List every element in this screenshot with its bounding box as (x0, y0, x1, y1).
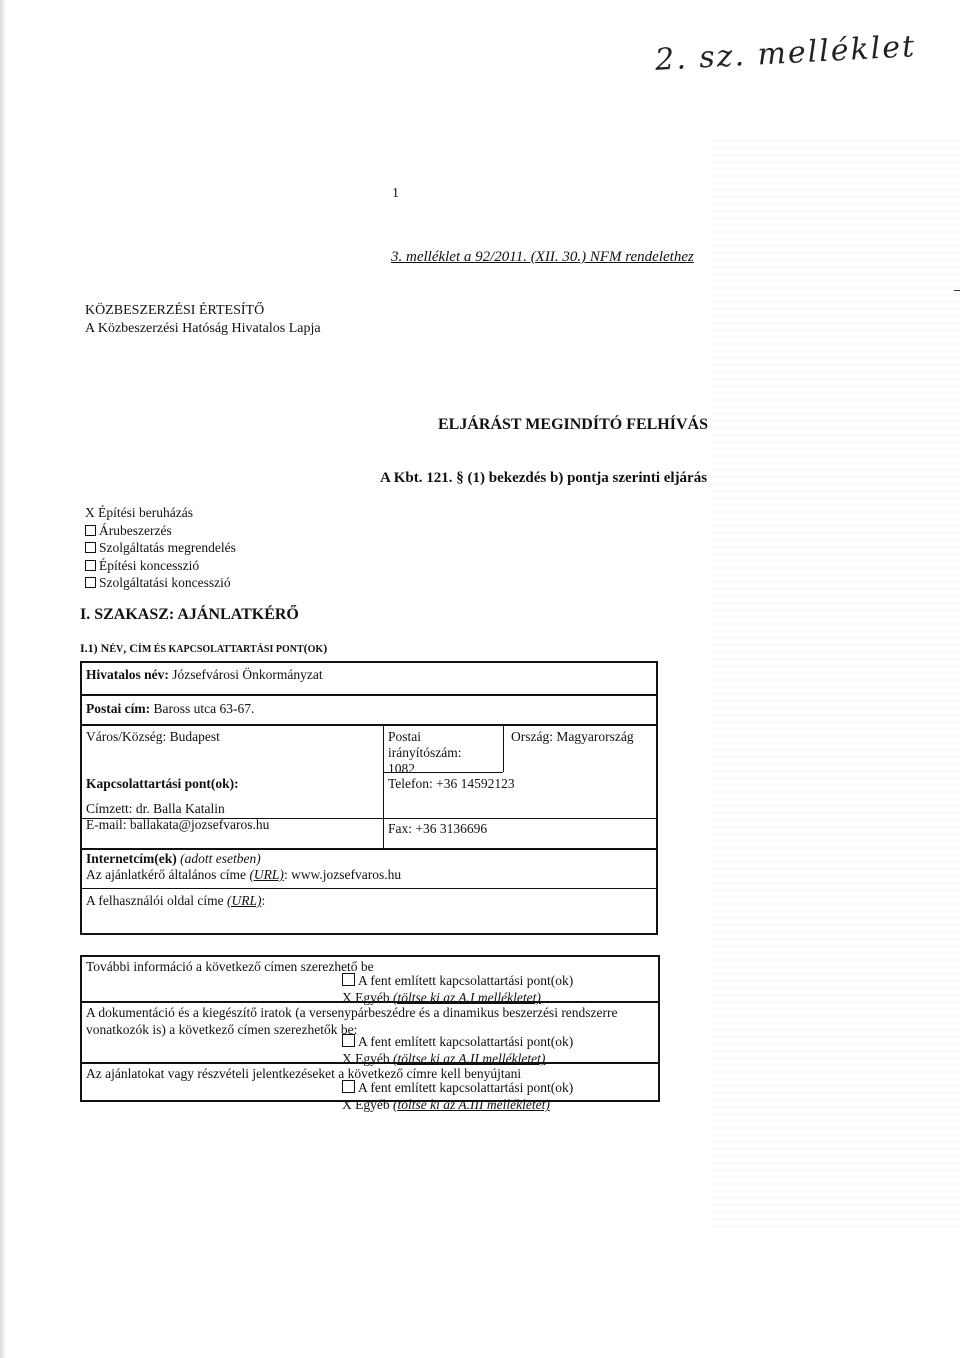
documentation-question: A dokumentáció és a kiegészítő iratok (a versenypárbeszédre és a dinamikus beszerzési rendszerre vonatkozók is) a következő címen szerezhetők be: (86, 1005, 618, 1037)
contact-box-border-right (656, 661, 658, 935)
divider (80, 724, 658, 726)
contract-type-item: Szolgáltatás megrendelés (85, 539, 236, 557)
divider (80, 848, 658, 850)
contact-box-border-bottom (80, 933, 658, 935)
x-mark: X (85, 505, 99, 520)
subsection-title: I.1) NÉV, CÍM ÉS KAPCSOLATTARTÁSI PONT(OK) (80, 641, 328, 655)
submission-option: A fent említett kapcsolattartási pont(ok) X Egyéb (töltse ki az A.III mellékletet) (342, 1080, 574, 1112)
checkbox-icon (342, 1034, 355, 1047)
checkbox-icon (85, 577, 96, 588)
procedure-basis: A Kbt. 121. § (1) bekezdés b) pontja szerinti eljárás (380, 470, 708, 486)
email-field: E-mail: ballakata@jozsefvaros.hu (86, 817, 270, 832)
scan-noise-right (710, 140, 960, 1230)
scan-mark-right (954, 290, 960, 291)
column-divider (383, 724, 384, 848)
decree-reference: 3. melléklet a 92/2011. (XII. 30.) NFM rendelethez (391, 249, 694, 265)
submission-question: Az ajánlatokat vagy részvételi jelentkezéseket a következő címre kell benyújtani (86, 1066, 522, 1081)
column-divider (503, 724, 504, 772)
contract-type-item: Építési koncesszió (85, 557, 236, 575)
fax-field: Fax: +36 3136696 (388, 821, 488, 836)
publication-header (85, 302, 321, 338)
country-field: Ország: Magyarország (511, 729, 634, 744)
postcode-field: Postai irányítószám: 1082 (388, 729, 462, 776)
attention-field: Címzett: dr. Balla Katalin (86, 801, 225, 816)
handwritten-annotation: 2. sz. melléklet (654, 29, 917, 78)
contact-box-border-left (80, 661, 82, 935)
postal-address-field: Postai cím: Baross utca 63-67. (86, 701, 255, 716)
info-box-border-left (80, 955, 82, 1102)
contact-points-label: Kapcsolattartási pont(ok): (86, 776, 239, 791)
buyer-profile-field: A felhasználói oldal címe (URL): (86, 893, 266, 908)
checkbox-icon (85, 525, 96, 536)
further-info-option: A fent említett kapcsolattartási pont(ok) X Egyéb (töltse ki az A.I mellékletet) (342, 973, 574, 1005)
contract-type-item: X Építési beruházás (85, 505, 193, 520)
checkbox-icon (342, 1080, 355, 1093)
official-name-field: Hivatalos név: Józsefvárosi Önkormányzat (86, 667, 323, 682)
scan-shadow-left (0, 0, 6, 1358)
info-box-border-right (658, 955, 660, 1102)
section-title: I. SZAKASZ: AJÁNLATKÉRŐ (80, 606, 299, 623)
contract-type-item: Árubeszerzés (85, 522, 236, 540)
publication-subtitle: A Közbeszerzési Hatóság Hivatalos Lapja (85, 321, 321, 336)
contract-type-item: Szolgáltatási koncesszió (85, 574, 236, 592)
checkbox-icon (85, 542, 96, 553)
contract-type-list (85, 504, 236, 592)
documentation-option: A fent említett kapcsolattartási pont(ok) X Egyéb (töltse ki az A.II mellékletet) (342, 1034, 574, 1066)
checkbox-icon (342, 973, 355, 986)
internet-address-field: Internetcím(ek) (adott esetben) Az ajánlatkérő általános címe (URL): www.jozsefvaros.hu (86, 851, 402, 882)
contact-box-border-top (80, 661, 658, 663)
checkbox-icon (85, 560, 96, 571)
divider (80, 694, 658, 696)
document-title: ELJÁRÁST MEGINDÍTÓ FELHÍVÁS (438, 416, 708, 433)
publication-name: KÖZBESZERZÉSI ÉRTESÍTŐ (85, 303, 265, 318)
info-box-border-top (80, 955, 660, 957)
telephone-field: Telefon: +36 14592123 (388, 776, 515, 791)
page-number: 1 (392, 186, 399, 201)
city-field: Város/Község: Budapest (86, 729, 220, 744)
divider (80, 888, 658, 889)
further-info-question: További információ a következő címen szerezhető be (86, 959, 374, 974)
